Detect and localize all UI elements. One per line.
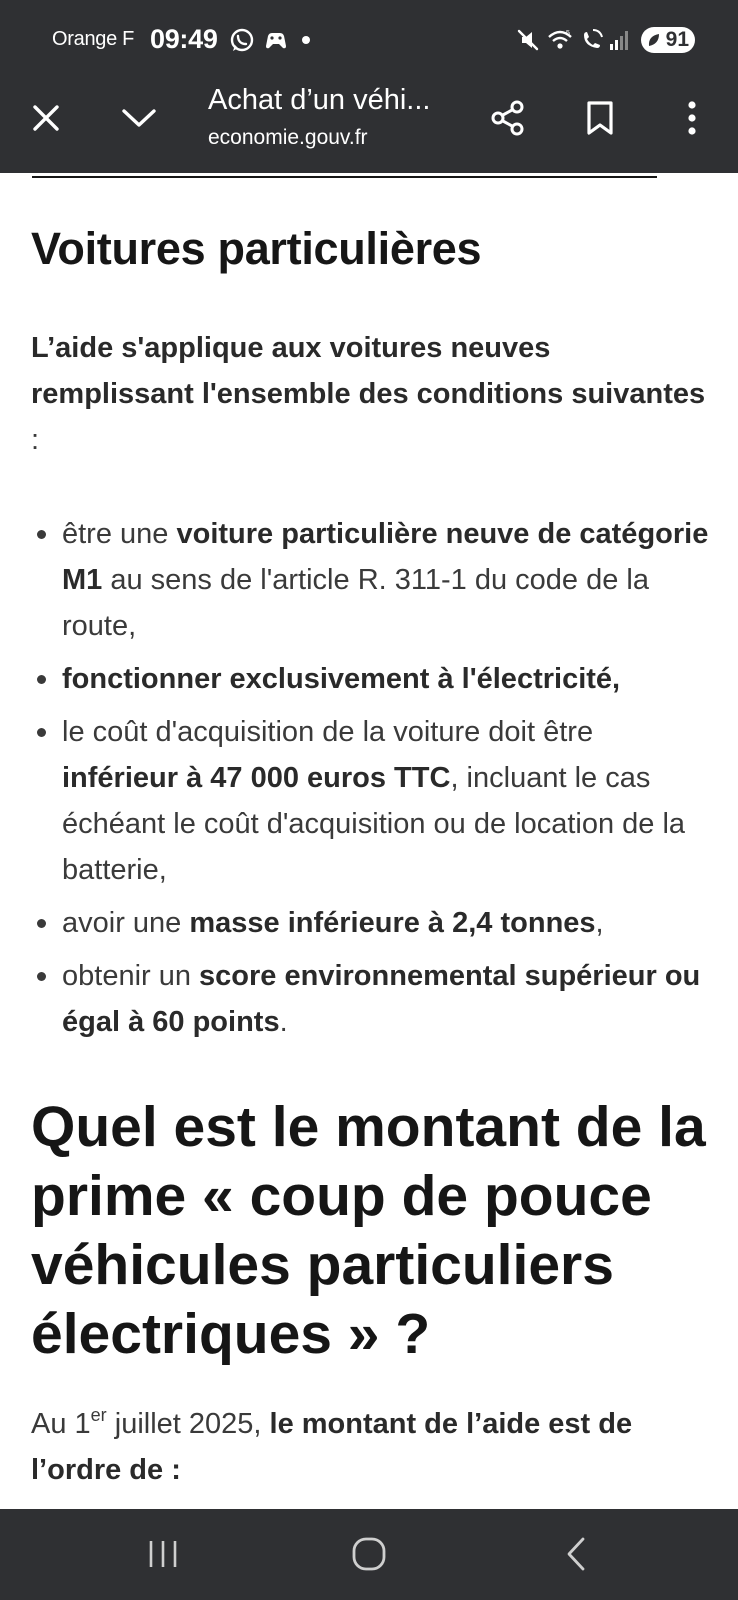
item-bold: voiture particulière neuve de catégorie M1	[62, 518, 709, 596]
para-bold: le montant de l’aide est de l’ordre de :	[31, 1408, 633, 1486]
intro-bold: L’aide s'applique aux voitures neuves remplissant l'ensemble des conditions suivantes	[31, 332, 706, 410]
item-bold: fonctionner exclusivement à l'électricité,	[62, 663, 621, 695]
item-bold: score environnemental supérieur ou égal à 60 points	[62, 960, 701, 1038]
recent-apps-icon	[146, 1538, 180, 1570]
more-vertical-icon	[687, 100, 697, 136]
item-text: ,	[595, 907, 604, 939]
close-icon	[31, 103, 61, 133]
list-item	[31, 900, 711, 946]
item-text: avoir une	[62, 907, 190, 939]
wifi-calling-icon	[578, 26, 606, 54]
para-superscript: er	[90, 1405, 107, 1425]
notification-dot-icon	[296, 26, 324, 54]
more-options-button[interactable]	[664, 90, 720, 146]
conditions-list	[31, 511, 711, 1052]
status-bar	[0, 0, 738, 80]
list-item	[31, 656, 711, 702]
battery-indicator	[641, 27, 695, 53]
para-text: juillet 2025,	[106, 1408, 270, 1440]
item-bold: masse inférieure à 2,4 tonnes	[189, 907, 596, 939]
custom-tab-toolbar	[0, 80, 738, 173]
section-heading: Voitures particulières	[31, 223, 482, 274]
page-url: economie.gouv.fr	[208, 126, 368, 149]
system-navigation-bar	[0, 1509, 738, 1600]
list-item	[31, 511, 711, 649]
browser-chrome	[0, 0, 738, 173]
whatsapp-icon	[228, 26, 256, 54]
minimize-tab-button[interactable]	[111, 90, 167, 146]
intro-tail: :	[31, 424, 40, 456]
item-text: obtenir un	[62, 960, 200, 992]
home-icon	[351, 1536, 387, 1572]
close-tab-button[interactable]	[18, 90, 74, 146]
intro-paragraph	[31, 325, 711, 463]
back-icon	[564, 1536, 588, 1572]
chevron-down-icon	[121, 107, 157, 129]
share-button[interactable]	[480, 90, 536, 146]
signal-strength-icon	[606, 26, 634, 54]
svg-text:5: 5	[566, 30, 570, 37]
divider-line	[32, 176, 657, 178]
mute-icon	[514, 26, 542, 54]
item-text: le coût d'acquisition de la voiture doit être	[62, 716, 594, 748]
recent-apps-button[interactable]	[133, 1529, 193, 1579]
item-text: être une	[62, 518, 177, 550]
web-content[interactable]	[0, 173, 738, 1509]
list-item	[31, 709, 711, 893]
carrier-name: Orange F	[52, 28, 135, 50]
battery-saver-icon	[646, 31, 662, 49]
item-text: , incluant le cas échéant le coût d'acquisition ou de location de la batterie,	[62, 762, 686, 886]
item-text: .	[279, 1006, 288, 1038]
bookmark-icon	[585, 100, 615, 136]
back-button[interactable]	[546, 1529, 606, 1579]
share-icon	[489, 99, 527, 137]
home-button[interactable]	[339, 1529, 399, 1579]
battery-level: 91	[665, 28, 689, 51]
game-controller-icon	[262, 26, 290, 54]
item-text: au sens de l'article R. 311-1 du code de la route,	[62, 564, 649, 642]
bookmark-button[interactable]	[572, 90, 628, 146]
page-title: Achat d’un véhi...	[208, 84, 431, 116]
main-heading: Quel est le montant de la prime « coup de pouce véhicules particuliers électriques » ?	[31, 1095, 706, 1366]
amount-paragraph	[31, 1401, 721, 1493]
clock: 09:49	[150, 24, 218, 54]
para-text: Au 1	[31, 1408, 91, 1440]
item-bold: inférieur à 47 000 euros TTC	[62, 762, 451, 794]
wifi-icon	[546, 26, 574, 54]
list-item	[31, 953, 711, 1045]
